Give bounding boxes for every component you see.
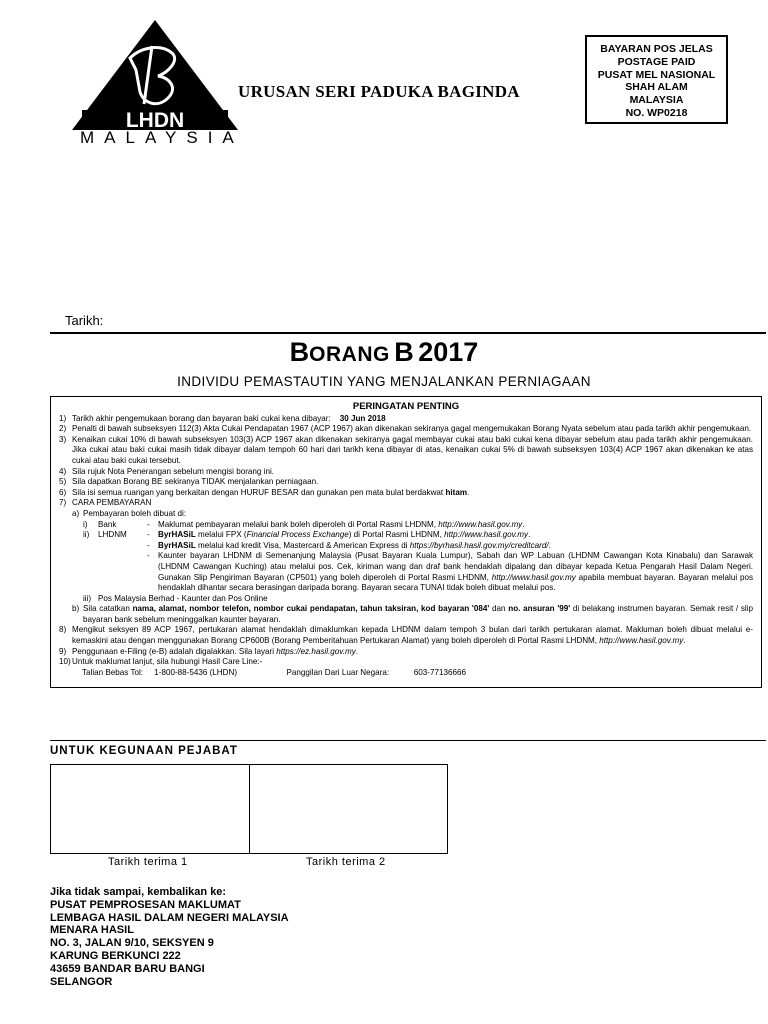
- item-number: 3): [59, 434, 67, 444]
- receipt-date-2-label: Tarikh terima 2: [306, 856, 386, 868]
- important-notice-box: [50, 396, 762, 688]
- item-bold: hitam: [445, 487, 468, 497]
- office-use-heading: UNTUK KEGUNAAN PEJABAT: [50, 745, 238, 757]
- notice-item: [59, 414, 753, 425]
- postage-line: POSTAGE PAID: [617, 55, 696, 68]
- address-line: NO. 3, JALAN 9/10, SEKSYEN 9: [50, 937, 214, 950]
- item-number: 6): [59, 487, 67, 497]
- item-text: Tarikh akhir pengemukaan borang dan bayaran baki cukai kena dibayar:: [72, 413, 331, 423]
- item-text: Mengikut seksyen 89 ACP 1967, pertukaran alamat hendaklah dimaklumkan kepada LHDNM dalam tempoh 3 bulan dari tarikh pertukaran alamat. Makluman boleh dibuat melalui e-kemaskini atau dengan menggunakan Borang CP600B (Borang Pemberitahuan Pertukaran Alamat) yang boleh diperoleh di Portal Rasmi LHDNM,: [72, 625, 753, 646]
- dash: -: [147, 519, 150, 529]
- logo-subtext: MALAYSIA: [80, 128, 244, 147]
- address-line: LEMBAGA HASIL DALAM NEGERI MALAYSIA: [50, 911, 289, 924]
- url-link[interactable]: http://www.hasil.gov.my: [438, 519, 523, 529]
- payment-credit-card: - ByrHASiL melalui kad kredit Visa, Mastercard & American Express di https://byrhasil.hasil.gov.my/creditcard/.: [147, 540, 551, 550]
- sub-number: b): [72, 604, 80, 614]
- item-number: 5): [59, 477, 67, 487]
- notice-subitem: [72, 604, 753, 625]
- notice-item: [59, 477, 753, 488]
- item-number: 2): [59, 424, 67, 434]
- postage-line: PUSAT MEL NASIONAL: [597, 68, 716, 81]
- item-text: Untuk maklumat lanjut, sila hubungi Hasil Care Line:-: [72, 657, 263, 667]
- payment-label: LHDNM: [98, 530, 127, 540]
- sub-text: Sila catatkan: [83, 604, 130, 614]
- address-line: PUSAT PEMPROSESAN MAKLUMAT: [50, 898, 241, 911]
- item-text: Penggunaan e-Filing (e-B) adalah digalakkan. Sila layari: [72, 646, 275, 656]
- byrhasil-label: ByrHASiL: [158, 530, 196, 540]
- title-letter: B: [394, 337, 414, 367]
- sub-number: iii): [83, 593, 92, 603]
- hotline-number: 1-800-88-5436 (LHDN): [154, 667, 238, 677]
- postage-line: MALAYSIA: [629, 94, 684, 107]
- receipt-date-1-label: Tarikh terima 1: [108, 856, 188, 868]
- sub-bold: no. ansuran '99': [508, 604, 571, 614]
- payment-italic: Financial Process Exchange: [246, 530, 349, 540]
- url-link[interactable]: http://www.hasil.gov.my: [491, 572, 576, 582]
- sub-text: dan: [492, 604, 506, 614]
- tarikh-label: Tarikh:: [65, 313, 104, 328]
- notice-item: [59, 435, 753, 467]
- notice-item: [59, 657, 753, 668]
- notice-item: [59, 467, 753, 478]
- item-number: 4): [59, 466, 67, 476]
- item-number: 8): [59, 625, 67, 635]
- payment-bank: i) Bank - Maklumat pembayaran melalui bank boleh diperoleh di Portal Rasmi LHDNM, http://www.hasil.gov.my.: [83, 519, 525, 529]
- dash: -: [147, 530, 150, 540]
- notice-item: [59, 498, 753, 509]
- title-rest: ORANG: [309, 343, 390, 366]
- url-link[interactable]: http://www.hasil.gov.my: [599, 636, 684, 646]
- overseas-label: Panggilan Dari Luar Negara:: [286, 667, 390, 677]
- address-line: Jika tidak sampai, kembalikan ke:: [50, 886, 227, 898]
- sub-text: di belakang instrumen bayaran. Semak resit / slip bayaran bank sebelum meninggalkan kaunter bayaran.: [83, 604, 754, 624]
- item-number: 1): [59, 413, 67, 423]
- postage-line: SHAH ALAM: [625, 81, 688, 94]
- overseas-number: 603-77136666: [413, 667, 466, 677]
- logo-text: LHDN: [125, 109, 185, 132]
- sub-bold: nama, alamat, nombor telefon, nombor cukai pendapatan, tahun taksiran, kod bayaran '084': [132, 604, 490, 614]
- byrhasil-label: ByrHASiL: [158, 540, 196, 550]
- address-line: 43659 BANDAR BARU BANGI: [50, 962, 205, 975]
- item-text: CARA PEMBAYARAN: [72, 498, 152, 508]
- payment-text: ) di Portal Rasmi LHDNM,: [348, 530, 442, 540]
- notice-item: 8) Mengikut seksyen 89 ACP 1967, pertukaran alamat hendaklah dimaklumkan kepada LHDNM dalam tempoh 3 bulan dari tarikh pertukaran alamat. Makluman boleh dibuat melalui e-kemaskini atau dengan menggunakan Borang CP600B (Borang Pemberitahuan Pertukaran Alamat) yang boleh diperoleh di Portal Rasmi LHDNM, http://www.hasil.gov.my.: [59, 625, 753, 646]
- payment-pos: [83, 594, 753, 605]
- dash: -: [147, 551, 150, 561]
- payment-text: apabila membuat bayaran. Bayaran melalui pos hendaklah dihantar secara berasingan daripada borang. Bayaran secara TUNAI tidak boleh dibuat melalui pos.: [158, 572, 754, 593]
- due-date: 30 Jun 2018: [339, 413, 386, 423]
- payment-text: melalui FPX (: [198, 530, 247, 540]
- notice-item: [59, 424, 753, 435]
- payment-text: Kaunter bayaran LHDNM di Semenanjung Malaysia (Pusat Bayaran Kuala Lumpur), Sabah dan WP Labuan (LHDNM Cawangan Kota Kinabalu) dan Sarawak (LHDNM Cawangan Kuching) atau melalui pos. Cek, kiriman wang dan draf bank hendaklah dipalang dan dibayar kepada Ketua Pengarah Hasil Dalam Negeri. Gunakan Slip Pengiriman Bayaran (CP501) yang boleh diperoleh di Portal Rasmi LHDNM,: [158, 551, 753, 582]
- form-title: [0, 337, 768, 368]
- item-text: Penalti di bawah subseksyen 112(3) Akta Cukai Pendapatan 1967 (ACP 1967) akan dikenakan sekiranya gagal mengemukakan Borang Nyata sebelum atau pada tarikh akhir pengemukaan.: [72, 424, 752, 434]
- divider: [50, 332, 766, 334]
- address-line: KARUNG BERKUNCI 222: [50, 949, 181, 962]
- notice-heading: PERINGATAN PENTING: [352, 401, 460, 412]
- item-text: Sila isi semua ruangan yang berkaitan dengan HURUF BESAR dan gunakan pen mata bulat berdakwat: [72, 487, 444, 497]
- sub-number: a): [72, 508, 80, 518]
- url-link[interactable]: http://www.hasil.gov.my: [444, 530, 529, 540]
- notice-item: 6) Sila isi semua ruangan yang berkaitan dengan HURUF BESAR dan gunakan pen mata bulat berdakwat hitam.: [59, 487, 470, 497]
- postage-line: NO. WP0218: [625, 106, 688, 119]
- postage-line: BAYARAN POS JELAS: [600, 43, 713, 55]
- payment-text: melalui kad kredit Visa, Mastercard & American Express di: [198, 540, 408, 550]
- item-number: 10): [59, 657, 71, 667]
- hotline-row: [72, 668, 753, 679]
- address-line: MENARA HASIL: [50, 924, 134, 937]
- item-number: 7): [59, 498, 67, 508]
- payment-text: Maklumat pembayaran melalui bank boleh diperoleh di Portal Rasmi LHDNM,: [158, 519, 437, 529]
- item-text: Sila dapatkan Borang BE sekiranya TIDAK menjalankan perniagaan.: [72, 477, 319, 487]
- url-link[interactable]: https://byrhasil.hasil.gov.my/creditcard/: [409, 540, 549, 550]
- hotline-label: Talian Bebas Tol:: [82, 667, 144, 677]
- dash: -: [147, 540, 150, 550]
- notice-item: 9) Penggunaan e-Filing (e-B) adalah digalakkan. Sila layari https://ez.hasil.gov.my.: [59, 646, 359, 656]
- return-address: [50, 886, 289, 988]
- item-text: Kenaikan cukai 10% di bawah subseksyen 103(3) ACP 1967 akan dikenakan sekiranya gagal membayar cukai atau baki cukai kena dibayar sebelum atau pada tarikh akhir pengemukaan. Jika cukai atau baki cukai masih tidak dibayar dalam tempoh 60 hari dari tarikh kena dibayar di atas, kenaikan cukai 5% di bawah subseksyen 103(4) ACP 1967 akan dikenakan ke atas cukai atau baki cukai tersebut.: [72, 434, 753, 465]
- payment-label: Bank: [98, 519, 117, 529]
- payment-lhdnm: ii) LHDNM - ByrHASiL melalui FPX (Financial Process Exchange) di Portal Rasmi LHDNM, http://www.hasil.gov.my.: [83, 530, 531, 540]
- payment-label: Pos Malaysia Berhad - Kaunter dan Pos Online: [98, 593, 268, 603]
- payment-counter: [83, 551, 753, 593]
- notice-subitem: [72, 509, 753, 520]
- divider: [50, 740, 766, 741]
- postage-paid-box: [585, 35, 728, 124]
- item-number: 9): [59, 646, 67, 656]
- item-text: Sila rujuk Nota Penerangan sebelum mengisi borang ini.: [72, 466, 275, 476]
- url-link[interactable]: https://ez.hasil.gov.my: [276, 646, 356, 656]
- sub-number: i): [83, 519, 88, 529]
- form-subtitle: INDIVIDU PEMASTAUTIN YANG MENJALANKAN PERNIAGAAN: [177, 374, 591, 389]
- urusan-heading: URUSAN SERI PADUKA BAGINDA: [238, 82, 520, 101]
- title-initial: B: [289, 337, 310, 367]
- sub-text: Pembayaran boleh dibuat di:: [83, 508, 187, 518]
- sub-number: ii): [83, 530, 90, 540]
- title-year: 2017: [418, 337, 479, 367]
- receipt-box-divider: [249, 764, 250, 854]
- address-line: SELANGOR: [50, 975, 113, 988]
